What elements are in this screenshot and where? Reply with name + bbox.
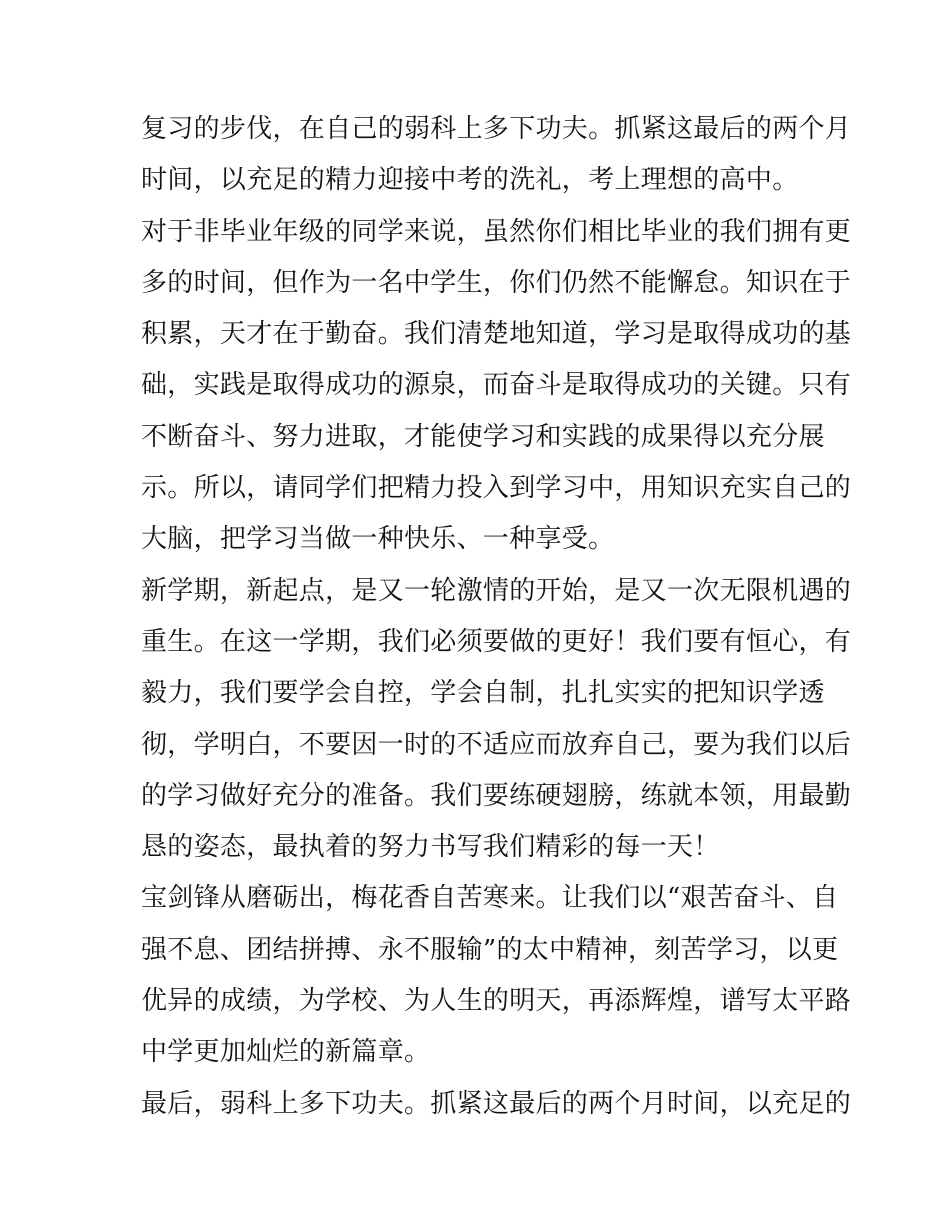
text-line: 对于非毕业年级的同学来说，虽然你们相比毕业的我们拥有更 bbox=[141, 216, 852, 247]
text-line: 大脑，把学习当做一种快乐、一种享受。 bbox=[141, 524, 615, 555]
text-line: 多的时间，但作为一名中学生，你们仍然不能懈怠。知识在于 bbox=[141, 267, 852, 298]
text-line: 积累，天才在于勤奋。我们清楚地知道，学习是取得成功的基 bbox=[141, 319, 852, 350]
text-line: 宝剑锋从磨砺出，梅花香自苦寒来。让我们以“艰苦奋斗、自 bbox=[141, 883, 839, 914]
text-line: 新学期，新起点，是又一轮激情的开始，是又一次无限机遇的 bbox=[141, 575, 852, 606]
text-line: 重生。在这一学期，我们必须要做的更好！我们要有恒心，有 bbox=[141, 626, 852, 657]
text-line: 时间，以充足的精力迎接中考的洗礼，考上理想的高中。 bbox=[141, 165, 799, 196]
text-line: 不断奋斗、努力进取，才能使学习和实践的成果得以充分展 bbox=[141, 421, 825, 452]
text-line: 的学习做好充分的准备。我们要练硬翅膀，练就本领，用最勤 bbox=[141, 780, 852, 811]
text-line: 础，实践是取得成功的源泉，而奋斗是取得成功的关键。只有 bbox=[141, 370, 852, 401]
text-line: 中学更加灿烂的新篇章。 bbox=[141, 1037, 431, 1068]
text-line: 毅力，我们要学会自控，学会自制，扎扎实实的把知识学透 bbox=[141, 678, 825, 709]
text-line: 彻，学明白，不要因一时的不适应而放弃自己，要为我们以后 bbox=[141, 729, 852, 760]
document-body bbox=[141, 104, 852, 1130]
text-line: 强不息、团结拼搏、永不服输”的太中精神，刻苦学习，以更 bbox=[141, 934, 839, 965]
text-line: 示。所以，请同学们把精力投入到学习中，用知识充实自己的 bbox=[141, 473, 852, 504]
text-line: 最后，弱科上多下功夫。抓紧这最后的两个月时间，以充足的 bbox=[141, 1088, 852, 1119]
text-line: 优异的成绩，为学校、为人生的明天，再添辉煌，谱写太平路 bbox=[141, 986, 852, 1017]
text-line: 恳的姿态，最执着的努力书写我们精彩的每一天！ bbox=[141, 832, 720, 863]
text-line: 复习的步伐，在自己的弱科上多下功夫。抓紧这最后的两个月 bbox=[141, 114, 852, 144]
